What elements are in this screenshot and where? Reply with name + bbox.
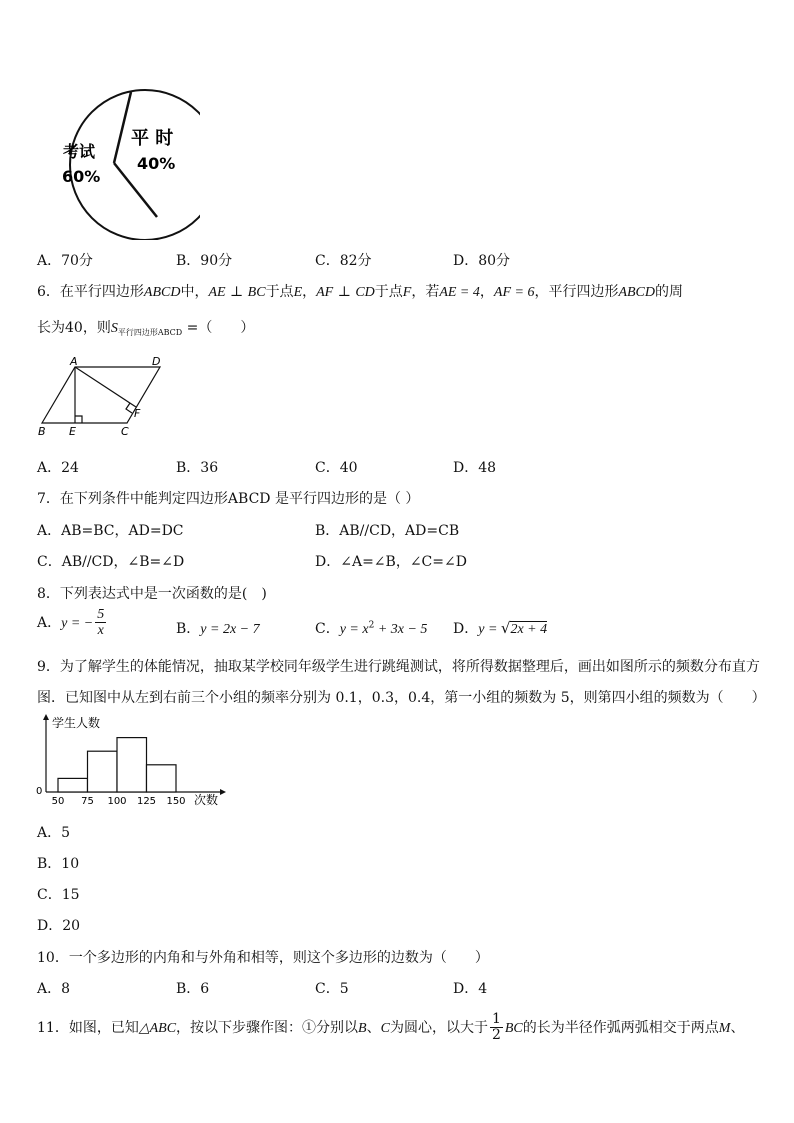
x-tick-label: 50 [51, 796, 65, 807]
q9-line2: 图．已知图中从左到右前三个小组的频率分别为 0.1，0.3，0.4，第一小组的频数为 5，则第四小组的频数为（ ） [37, 690, 766, 706]
histogram-bar [147, 765, 177, 792]
q8-option-b: B．y = 2x − 7 [176, 621, 260, 637]
q7-option-a: A．AB=BC，AD=DC [37, 523, 184, 539]
q7-option-d: D．∠A=∠B，∠C=∠D [315, 554, 467, 570]
q6-option-a: A．24 [37, 460, 79, 476]
frequency-histogram [30, 712, 230, 812]
pie-circle [70, 90, 200, 240]
q8-option-d: D．y = √2x + 4 [453, 619, 548, 637]
q7-text: 7．在下列条件中能判定四边形ABCD 是平行四边形的是（ ） [37, 491, 420, 507]
altitude-af [75, 367, 136, 407]
q11-line1: 11．如图，已知△ABC，按以下步骤作图：①分别以B、C为圆心，以大于 $\frac{1}{2}$ BC的长为半径作弧两弧相交于两点M、 [37, 1011, 745, 1044]
pie-left-label: 考试 [63, 142, 96, 161]
x-tick-label: 125 [136, 796, 157, 807]
label-c: C [121, 425, 129, 438]
label-b: B [38, 425, 46, 438]
q8-option-a: A．y = − $\frac{5}{x}$ [37, 607, 105, 639]
q6-line2: 长为40，则$S_{平行四边形ABCD}$ =（ ） [37, 320, 255, 337]
q9-line1: 9．为了解学生的体能情况，抽取某学校同年级学生进行跳绳测试，将所得数据整理后，画出如图所示的频数分布直方 [37, 659, 760, 675]
q6-option-d: D．48 [453, 460, 497, 476]
label-f: F [134, 407, 141, 420]
label-a: A [70, 355, 78, 368]
q5-option-c: C．82分 [315, 253, 372, 269]
x-axis-label: 次数 [194, 793, 219, 807]
histogram-bar [58, 778, 88, 792]
y-axis-arrow-icon [43, 714, 49, 720]
q9-option-c: C．15 [37, 887, 80, 903]
origin-label: 0 [36, 786, 43, 797]
pie-chart [30, 80, 200, 240]
x-tick-label: 100 [107, 796, 127, 807]
x-axis-arrow-icon [220, 789, 226, 795]
x-tick-label: 150 [166, 796, 186, 807]
q6-line1: 6．在平行四边形ABCD中，AE ⊥ BC于点E，AF ⊥ CD于点F，若AE = 4，AF = 6，平行四边形ABCD的周 [37, 284, 684, 300]
q10-option-d: D．4 [453, 981, 488, 997]
pie-left-value: 60% [62, 167, 101, 186]
q10-option-c: C．5 [315, 981, 349, 997]
q5-option-b: B．90分 [176, 253, 233, 269]
histogram-bar [117, 738, 147, 792]
parallelogram-abcd [42, 367, 160, 423]
label-e: E [69, 425, 76, 438]
q10-option-b: B．6 [176, 981, 210, 997]
q7-option-c: C．AB//CD，∠B=∠D [37, 554, 185, 570]
q7-option-b: B．AB//CD，AD=CB [315, 523, 460, 539]
q8-option-c: C．$y = x^2 + 3x - 5$ [315, 620, 428, 637]
pie-right-label: 平 时 [131, 128, 174, 149]
q5-option-a: A．70分 [37, 253, 93, 269]
parallelogram-figure [30, 355, 170, 440]
histogram-bar [88, 751, 118, 792]
q9-option-a: A．5 [37, 825, 71, 841]
right-angle-e [75, 416, 82, 423]
q6-option-b: B．36 [176, 460, 219, 476]
q9-option-b: B．10 [37, 856, 80, 872]
q6-option-c: C．40 [315, 460, 358, 476]
q8-text: 8．下列表达式中是一次函数的是( ) [37, 586, 267, 602]
q10-text: 10．一个多边形的内角和与外角和相等，则这个多边形的边数为（ ） [37, 950, 489, 966]
q5-option-d: D．80分 [453, 253, 511, 269]
y-axis-label: 学生人数 [52, 716, 101, 730]
label-d: D [152, 355, 161, 368]
sqrt-icon: √ [500, 619, 511, 637]
q10-option-a: A．8 [37, 981, 71, 997]
pie-right-value: 40% [137, 154, 176, 173]
x-tick-label: 75 [81, 796, 94, 807]
q9-option-d: D．20 [37, 918, 81, 934]
